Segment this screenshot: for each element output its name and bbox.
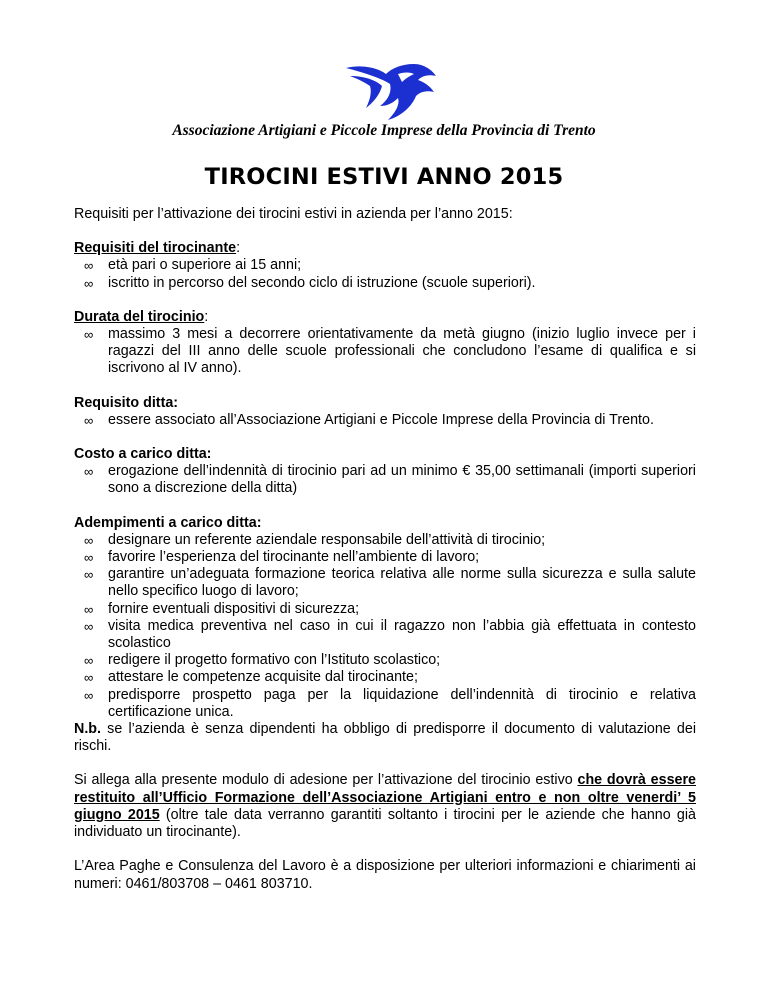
list-item: ∞ predisporre prospetto paga per la liquidazione dell’indennità di tirocinio e relativa certificazione unica. (84, 686, 696, 720)
list-item: ∞ età pari o superiore ai 15 anni; (84, 257, 302, 274)
note-label: N.b. (74, 721, 102, 738)
note-text: se l’azienda è senza dipendenti ha obbligo di predisporre il documento di valutazione dei rischi. (74, 721, 696, 755)
page-title: TIROCINI ESTIVI ANNO 2015 (204, 164, 564, 190)
bullet-icon: ∞ (84, 653, 94, 669)
document-body (74, 206, 696, 910)
section-heading-durata: Durata del tirocinio: (74, 308, 209, 325)
bullet-icon: ∞ (84, 275, 94, 291)
list-tirocinante (74, 257, 696, 291)
list-ditta (74, 412, 696, 429)
list-durata (74, 326, 696, 378)
list-item: ∞ designare un referente aziendale responsabile dell’attività di tirocinio; (84, 531, 546, 548)
bullet-icon: ∞ (84, 550, 94, 566)
bullet-icon: ∞ (84, 464, 94, 480)
bullet-icon: ∞ (84, 601, 94, 617)
bullet-icon: ∞ (84, 327, 94, 343)
section-heading-adempimenti: Adempimenti a carico ditta: (74, 514, 262, 531)
bullet-icon: ∞ (84, 567, 94, 583)
bullet-icon: ∞ (84, 412, 94, 428)
note-paragraph (74, 721, 696, 755)
list-item: ∞ redigere il progetto formativo con l’Istituto scolastico; (84, 652, 441, 669)
section-heading-ditta: Requisito ditta: (74, 394, 179, 411)
organization-name: Associazione Artigiani e Piccole Imprese della Provincia di Trento (172, 122, 596, 139)
eagle-logo-icon (340, 62, 440, 124)
list-item: ∞ fornire eventuali dispositivi di sicurezza; (84, 600, 360, 617)
bullet-icon: ∞ (84, 670, 94, 686)
deadline-text: che dovrà essere restituito all’Ufficio Formazione dell’Associazione Artigiani entro e non oltre venerdi’ 5 giugno 2015 (74, 772, 696, 823)
list-costo (74, 463, 696, 497)
list-item: ∞ erogazione dell’indennità di tirocinio pari ad un minimo € 35,00 settimanali (importi superiori sono a discrezione della ditta) (84, 463, 696, 497)
list-item: ∞ garantire un’adeguata formazione teorica relativa alle norme sulla sicurezza e sulla salute nello specifico luogo di lavoro; (84, 566, 696, 600)
section-heading-costo: Costo a carico ditta: (74, 446, 212, 463)
list-item: ∞ favorire l’esperienza del tirocinante nell’ambiente di lavoro; (84, 549, 480, 566)
section-heading-tirocinante: Requisiti del tirocinante: (74, 240, 241, 257)
contact-paragraph: L’Area Paghe e Consulenza del Lavoro è a disposizione per ulteriori informazioni e chiarimenti ai numeri: 0461/803708 – 0461 803710. (74, 858, 696, 892)
list-adempimenti (74, 532, 696, 721)
intro-text: Requisiti per l’attivazione dei tirocini estivi in azienda per l’anno 2015: (74, 206, 513, 222)
allegato-paragraph: Si allega alla presente modulo di adesione per l’attivazione del tirocinio estivo che dovrà essere restituito all’Ufficio Formazione dell’Associazione Artigiani entro e non oltre venerdi’ 5 giugno 2015 (oltre tale data verranno garantiti soltanto i tirocini per le aziende che hanno già individuato un tirocinante). (74, 772, 697, 841)
list-item: ∞ visita medica preventiva nel caso in cui il ragazzo non l’abbia già effettuata in contesto scolastico (84, 617, 696, 652)
bullet-icon: ∞ (84, 258, 94, 274)
bullet-icon: ∞ (84, 532, 94, 548)
list-item: ∞ massimo 3 mesi a decorrere orientativamente da metà giugno (inizio luglio invece per i ragazzi del III anno delle scuole professionali che concludono l’esame di qualifica e si iscrivono al IV anno). (84, 326, 696, 377)
bullet-icon: ∞ (84, 618, 94, 634)
list-item: ∞ iscritto in percorso del secondo ciclo di istruzione (scuole superiori). (84, 274, 536, 291)
list-item: ∞ attestare le competenze acquisite dal tirocinante; (84, 669, 418, 686)
list-item: ∞ essere associato all’Associazione Artigiani e Piccole Imprese della Provincia di Trento. (84, 411, 654, 428)
bullet-icon: ∞ (84, 687, 94, 703)
